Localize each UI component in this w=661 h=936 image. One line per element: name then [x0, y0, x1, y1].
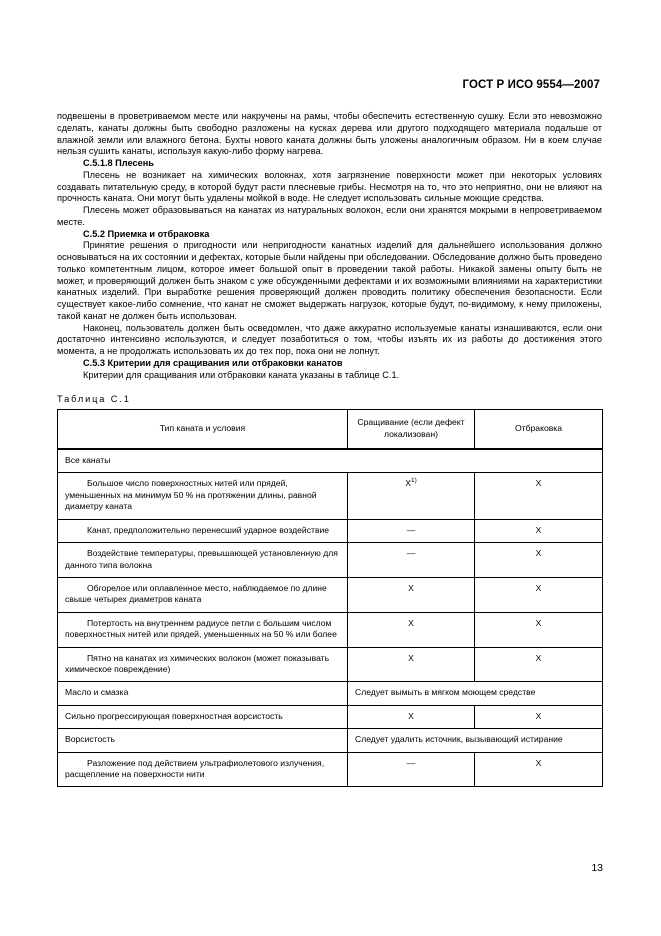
column-header-type: Тип каната и условия — [58, 410, 348, 449]
paragraph-inspection-decision: Принятие решения о пригодности или непригодности канатных изделий для дальнейшего использования должно основываться на их состоянии и дефектах, которые были найдены при обследовании. Обследование должно быть проведено только компетентным лицом, которое имеет большой опыт в проведении такой работы. Никакой замены опыту быть не может, и проверяющий должен быть знаком с уже обсужденными дефектами и их возможными влияниями на характеристики канатных изделий. При выработке решения проверяющий должен проводить политику обеспечения безопасности. Если существует какое-либо сомнение, что канат не сможет выдержать нагрузок, которые будут, по-видимому, к нему приложены, такой канат не должен быть использован. — [57, 240, 602, 321]
page-number: 13 — [591, 862, 603, 874]
paragraph-mould-synthetic: Плесень не возникает на химических волокнах, хотя загрязнение поверхности может при некоторых условиях создавать питательную среду, в которой будут расти плесневые грибы. Несмотря на то, что это неприятно, они не влияют на прочность каната. Они могут быть удалены мойкой в воде. Не следует использовать сильные моющие средства. — [57, 169, 602, 204]
row-reject-mark: X — [475, 752, 603, 787]
row-reject-mark: X — [475, 577, 603, 612]
row-description: Большое число поверхностных нитей или прядей, уменьшенных на минимум 50 % на протяжении длины, равной диаметру каната — [58, 473, 348, 519]
row-action: Следует вымыть в мягком моющем средстве — [348, 682, 603, 705]
paragraph-wear-awareness: Наконец, пользователь должен быть осведомлен, что даже аккуратно используемые канаты изнашиваются, если они достаточно интенсивно используются, и следует позаботиться о том, чтобы изъять их из работы до достижения этого момента, а не продолжать использовать их до тех пор, пока они не лопнут. — [57, 322, 602, 356]
row-splice-mark: X — [348, 647, 475, 682]
row-description: Обгорелое или оплавленное место, наблюдаемое по длине свыше четырех диаметров каната — [58, 577, 348, 612]
footnote-marker: 1) — [411, 477, 417, 485]
row-splice-mark: $X^{1)}$ — [348, 473, 475, 519]
standard-reference: ГОСТ Р ИСО 9554—2007 — [462, 79, 600, 91]
row-description: Воздействие температуры, превышающей установленную для данного типа волокна — [58, 543, 348, 578]
page-header — [0, 79, 600, 91]
row-splice-mark: — — [348, 543, 475, 578]
paragraph-criteria-reference: Критерии для сращивания или отбраковки каната указаны в таблице С.1. — [83, 369, 400, 380]
row-description: Разложение под действием ультрафиолетового излучения, расщепление на поверхности нити — [58, 752, 348, 787]
row-splice-mark: — — [348, 519, 475, 542]
table-header — [58, 410, 603, 449]
table-row — [58, 729, 603, 752]
table-row — [58, 647, 603, 682]
criteria-table — [57, 409, 603, 787]
row-reject-mark: X — [475, 473, 603, 519]
table-row — [58, 752, 603, 787]
row-description: Ворсистость — [58, 729, 348, 752]
column-header-splice: Сращивание (если дефект локализован) — [348, 410, 475, 449]
heading-c-5-1-8: С.5.1.8 Плесень — [83, 158, 154, 168]
table-group-row — [58, 449, 603, 473]
table-row — [58, 705, 603, 728]
row-description: Сильно прогрессирующая поверхностная ворсистость — [58, 705, 348, 728]
table-row — [58, 577, 603, 612]
row-description: Пятно на канатах из химических волокон (может показывать химическое повреждение) — [58, 647, 348, 682]
heading-c-5-2: С.5.2 Приемка и отбраковка — [83, 228, 210, 239]
row-splice-mark: X — [348, 612, 475, 647]
page-content — [57, 111, 602, 787]
column-header-reject: Отбраковка — [475, 410, 603, 449]
table-caption: Таблица С.1 — [57, 394, 131, 405]
row-description: Масло и смазка — [58, 682, 348, 705]
table-row — [58, 543, 603, 578]
row-reject-mark: X — [475, 647, 603, 682]
table-row — [58, 519, 603, 542]
table-header-row — [58, 410, 603, 449]
table-row — [58, 473, 603, 519]
paragraph-mould-natural: Плесень может образовываться на канатах из натуральных волокон, если они хранятся мокрыми в непроветриваемом месте. — [57, 205, 602, 227]
row-splice-mark: X — [348, 577, 475, 612]
paragraph-storage-drying: подвешены в проветриваемом месте или накручены на рамы, чтобы обеспечить естественную сушку. Если это невозможно сделать, канаты должны быть свободно разложены на кусках дерева или другого подходящего материала подальше от влажной земли или влажного бетона. Бухты нового каната должны быть уложены аналогичным образом. Ни в коем случае нельзя сушить канаты, используя какую-либо форму нагрева. — [57, 111, 602, 157]
heading-c-5-3: С.5.3 Критерии для сращивания или отбраковки канатов — [83, 357, 343, 368]
row-description: Канат, предположительно перенесший ударное воздействие — [58, 519, 348, 542]
table-group-label: Все канаты — [58, 449, 603, 473]
row-reject-mark: X — [475, 705, 603, 728]
row-action: Следует удалить источник, вызывающий истирание — [348, 729, 603, 752]
table-row — [58, 682, 603, 705]
row-splice-mark: X — [348, 705, 475, 728]
row-splice-mark: — — [348, 752, 475, 787]
table-body — [58, 449, 603, 787]
table-row — [58, 612, 603, 647]
row-reject-mark: X — [475, 612, 603, 647]
row-reject-mark: X — [475, 519, 603, 542]
row-description: Потертость на внутреннем радиусе петли с большим числом поверхностных нитей или прядей, уменьшенных на 50 % или более — [58, 612, 348, 647]
row-reject-mark: X — [475, 543, 603, 578]
